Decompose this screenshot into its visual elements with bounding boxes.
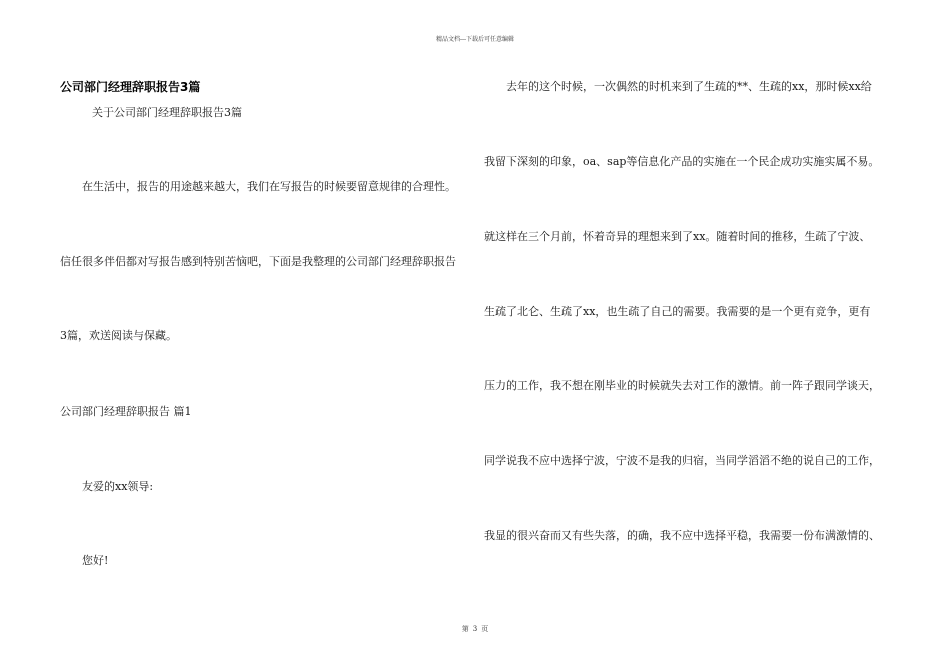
document-subtitle: 关于公司部门经理辞职报告3篇 [92, 106, 242, 119]
letter-greeting: 您好! [82, 554, 109, 567]
body-line-6: 同学说我不应中选择宁波，宁波不是我的归宿，当同学滔滔不绝的说自己的工作， [484, 454, 880, 467]
page-number-suffix: 页 [481, 625, 489, 633]
body-line-3: 就这样在三个月前，怀着奇异的理想来到了xx。随着时间的推移，生疏了宁波、 [484, 230, 871, 243]
body-line-1: 去年的这个时候，一次偶然的时机来到了生疏的**、生疏的xx，那时候xx给 [506, 80, 872, 93]
letter-salutation: 友爱的xx领导: [82, 480, 154, 493]
intro-line-3: 3篇，欢送阅读与保藏。 [60, 329, 177, 342]
body-line-2: 我留下深刻的印象，oa、sap等信息化产品的实施在一个民企成功实施实属不易。 [484, 155, 880, 168]
page-number-prefix: 第 [461, 625, 469, 633]
page-footer [0, 624, 950, 634]
intro-line-1: 在生活中，报告的用途越来越大，我们在写报告的时候要留意规律的合理性。 [82, 180, 456, 193]
section-heading: 公司部门经理辞职报告 篇1 [60, 405, 192, 418]
body-line-4: 生疏了北仑、生疏了xx，也生疏了自己的需要。我需要的是一个更有竞争，更有 [484, 305, 871, 318]
intro-line-2: 信任很多伴侣都对写报告感到特别苦恼吧，下面是我整理的公司部门经理辞职报告 [60, 255, 456, 268]
body-line-5: 压力的工作，我不想在刚毕业的时候就失去对工作的激情。前一阵子跟同学谈天， [484, 379, 880, 392]
page-header: 精品文档---下载后可任意编辑 [435, 36, 515, 43]
body-line-7: 我显的很兴奋而又有些失落，的确，我不应中选择平稳，我需要一份布满激情的、 [484, 529, 880, 542]
page-number: 3 [472, 625, 478, 633]
document-title: 公司部门经理辞职报告3篇 [60, 80, 201, 94]
